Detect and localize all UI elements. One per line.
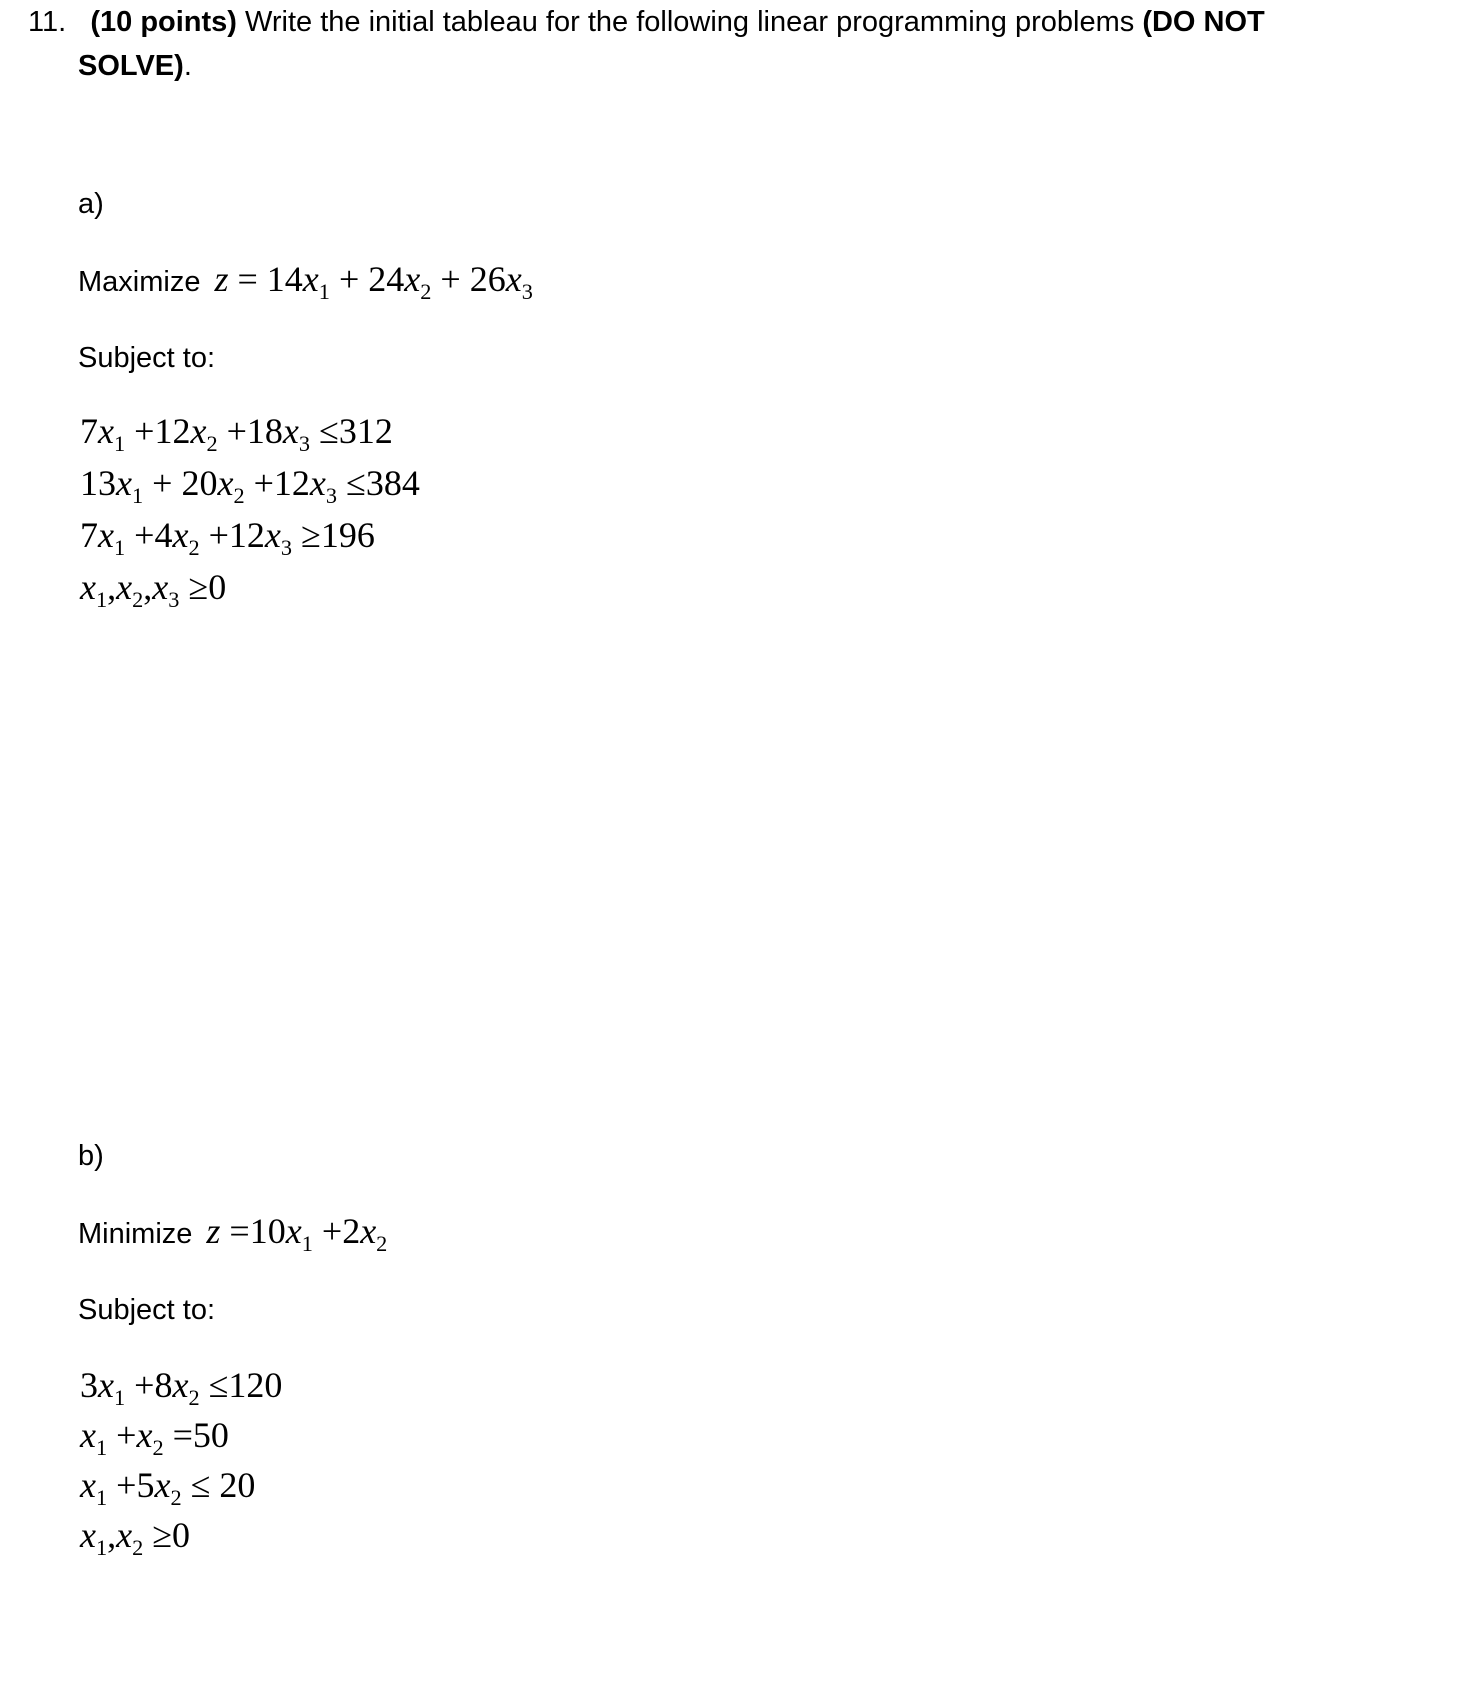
part-a-objective-label: Maximize [78,266,201,298]
question-prompt: Write the initial tableau for the following linear programming problems [245,6,1135,38]
part-a-subject-to: Subject to: [78,342,216,374]
part-b-objective-expression: $z =10x_1 +2x_2$ [206,1211,388,1256]
part-b-label: b) [78,1140,104,1172]
part-b-objective [78,1210,388,1256]
question-points: (10 points) [90,6,237,38]
question-number: 11. [28,6,67,38]
part-b-objective-label: Minimize [78,1218,193,1250]
part-b-constraint-3: $x_1 +5x_2 \le 20$ [80,1465,256,1510]
part-b-nonnegativity: $x_1,x_2 \ge 0$ [80,1515,191,1560]
question-header [28,4,1428,40]
part-a-nonnegativity: $x_1,x_2,x_3 \ge 0$ [80,567,227,612]
question-instruction-1: (DO NOT [1142,6,1265,38]
part-a-objective [78,258,533,304]
part-b-constraint-1: $3x_1 +8x_2 \le 120$ [80,1365,283,1410]
question-instruction-2: SOLVE) [78,50,184,82]
question-end-punct: . [183,50,192,82]
part-a-constraint-1: $7x_1 +12x_2 +18x_3 \le 312$ [80,411,393,456]
part-b-constraint-2: $x_1 +x_2 =50$ [80,1415,229,1460]
part-a-label: a) [78,188,104,220]
part-a-objective-expression: $z = 14x_1 + 24x_2 + 26x_3$ [214,259,533,304]
part-a-constraint-2: $13x_1 + 20x_2 +12x_3 \le 384$ [80,463,420,508]
question-header-line2 [78,48,192,84]
part-a-constraint-3: $7x_1 +4x_2 +12x_3 \ge 196$ [80,515,375,560]
part-b-subject-to: Subject to: [78,1294,216,1326]
